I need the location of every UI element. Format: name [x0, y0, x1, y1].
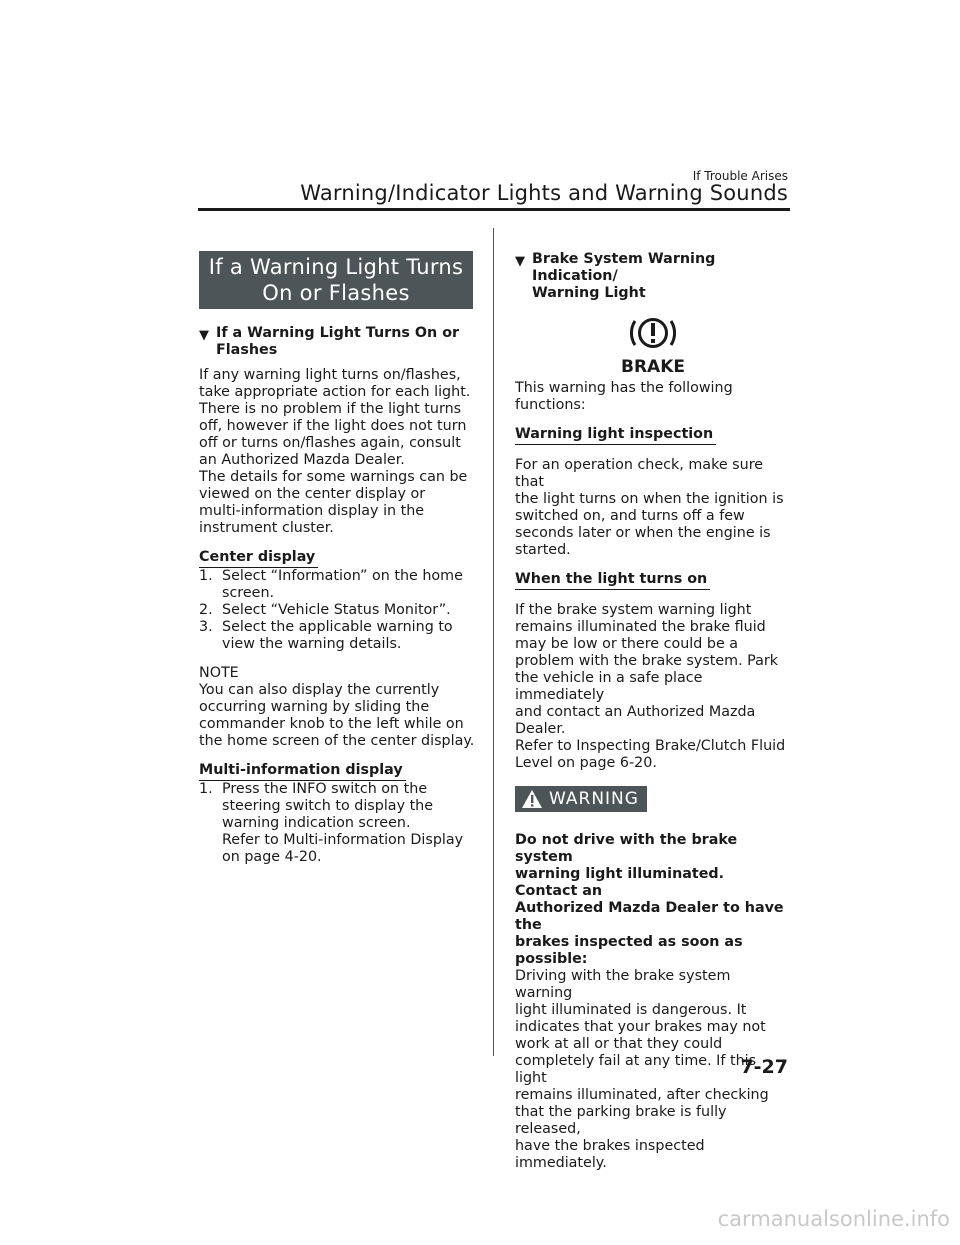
step-number: 1.	[199, 781, 213, 797]
text-line: There is no problem if the light turns	[199, 401, 462, 417]
step-line: Refer to Multi-information Display	[222, 832, 464, 848]
text-line: instrument cluster.	[199, 520, 334, 536]
left-column	[199, 251, 475, 866]
banner-line: If a Warning Light Turns	[208, 255, 464, 279]
text-line: occurring warning by sliding the	[199, 699, 430, 715]
text-line: completely fail at any time. If this light	[515, 1053, 757, 1086]
warning-bold-text	[515, 832, 791, 968]
text-line: brakes inspected as soon as possible:	[515, 934, 743, 967]
text-line: may be low or there could be a	[515, 636, 739, 652]
text-line: and contact an Authorized Mazda	[515, 704, 756, 720]
text-line: remains illuminated the brake fluid	[515, 619, 766, 635]
step-line: on page 4-20.	[222, 849, 322, 865]
text-line: functions:	[515, 397, 586, 413]
list-item	[199, 619, 475, 653]
text-line: immediately.	[515, 1155, 607, 1171]
subsection-heading	[515, 251, 791, 302]
text-line: take appropriate action for each light.	[199, 384, 471, 400]
step-line: screen.	[222, 585, 275, 601]
text-line: multi-information display in the	[199, 503, 425, 519]
subhead-line: Warning Light	[532, 285, 646, 301]
text-line: viewed on the center display or	[199, 486, 426, 502]
page-number: 7-27	[740, 1056, 788, 1078]
multi-info-heading: Multi-information display	[199, 762, 406, 781]
list-item	[199, 602, 475, 619]
inspection-heading: Warning light inspection	[515, 426, 716, 445]
text-line: Refer to Inspecting Brake/Clutch Fluid	[515, 738, 786, 754]
multi-info-steps	[199, 781, 475, 866]
text-line: off, however if the light does not turn	[199, 418, 467, 434]
text-line: Authorized Mazda Dealer to have the	[515, 900, 784, 933]
step-line: warning indication screen.	[222, 815, 411, 831]
column-divider	[493, 228, 494, 1056]
warning-label-box	[515, 786, 791, 814]
brake-warning-icon	[621, 312, 685, 374]
brake-icon-text: BRAKE	[621, 357, 685, 374]
functions-paragraph	[515, 380, 791, 414]
note-text	[199, 682, 475, 750]
text-line: If any warning light turns on/flashes,	[199, 367, 461, 383]
text-line: For an operation check, make sure that	[515, 457, 764, 490]
text-line: indicates that your brakes may not	[515, 1019, 766, 1035]
text-line: Dealer.	[515, 721, 566, 737]
text-line: problem with the brake system. Park	[515, 653, 779, 669]
text-line: Do not drive with the brake system	[515, 832, 738, 865]
center-display-heading: Center display	[199, 549, 318, 568]
step-line: Select “Information” on the home	[222, 568, 463, 584]
text-line: The details for some warnings can be	[199, 469, 468, 485]
step-line: Select the applicable warning to	[222, 619, 453, 635]
text-line: work at all or that they could	[515, 1036, 723, 1052]
text-line: have the brakes inspected	[515, 1138, 705, 1154]
text-line: seconds later or when the engine is	[515, 525, 771, 541]
text-line: You can also display the currently	[199, 682, 440, 698]
subhead-line: Flashes	[216, 342, 278, 358]
text-line: remains illuminated, after checking	[515, 1087, 769, 1103]
warning-triangle-icon	[521, 789, 543, 809]
text-line: the light turns on when the ignition is	[515, 491, 784, 507]
warning-label: WARNING	[549, 788, 639, 809]
note-label: NOTE	[199, 665, 239, 681]
step-number: 2.	[199, 602, 213, 618]
step-number: 1.	[199, 568, 213, 584]
list-item	[199, 781, 475, 866]
step-line: Press the INFO switch on the	[222, 781, 428, 797]
text-line: that the parking brake is fully released,	[515, 1104, 727, 1137]
step-line: steering switch to display the	[222, 798, 434, 814]
intro-paragraph	[199, 367, 475, 537]
text-line: This warning has the following	[515, 380, 733, 396]
page-header-title: Warning/Indicator Lights and Warning Sounds	[300, 181, 788, 205]
text-line: commander knob to the left while on	[199, 716, 464, 732]
subsection-heading	[199, 325, 475, 359]
text-line: Level on page 6-20.	[515, 755, 657, 771]
text-line: an Authorized Mazda Dealer.	[199, 452, 405, 468]
text-line: the home screen of the center display.	[199, 733, 475, 749]
header-rule	[198, 208, 790, 211]
subhead-line: Brake System Warning Indication/	[532, 251, 716, 284]
step-line: Select “Vehicle Status Monitor”.	[222, 602, 451, 618]
turns-on-paragraph	[515, 602, 791, 772]
text-line: warning light illuminated. Contact an	[515, 866, 725, 899]
text-line: If the brake system warning light	[515, 602, 752, 618]
triangle-down-icon: ▼	[515, 254, 525, 269]
center-display-steps	[199, 568, 475, 653]
text-line: Driving with the brake system warning	[515, 968, 731, 1001]
text-line: the vehicle in a safe place immediately	[515, 670, 703, 703]
subhead-line: If a Warning Light Turns On or	[216, 325, 460, 341]
banner-line: On or Flashes	[262, 281, 410, 305]
step-line: view the warning details.	[222, 636, 402, 652]
right-column	[515, 251, 791, 1172]
step-number: 3.	[199, 619, 213, 635]
text-line: switched on, and turns off a few	[515, 508, 745, 524]
section-banner	[199, 251, 473, 309]
watermark: carmanualsonline.info	[717, 1207, 950, 1231]
warning-banner	[515, 786, 647, 812]
section-label: If Trouble Arises	[692, 169, 788, 183]
list-item	[199, 568, 475, 602]
triangle-down-icon: ▼	[199, 328, 209, 343]
turns-on-heading: When the light turns on	[515, 571, 710, 590]
text-line: off or turns on/flashes again, consult	[199, 435, 461, 451]
text-line: light illuminated is dangerous. It	[515, 1002, 747, 1018]
inspection-paragraph	[515, 457, 791, 559]
text-line: started.	[515, 542, 571, 558]
